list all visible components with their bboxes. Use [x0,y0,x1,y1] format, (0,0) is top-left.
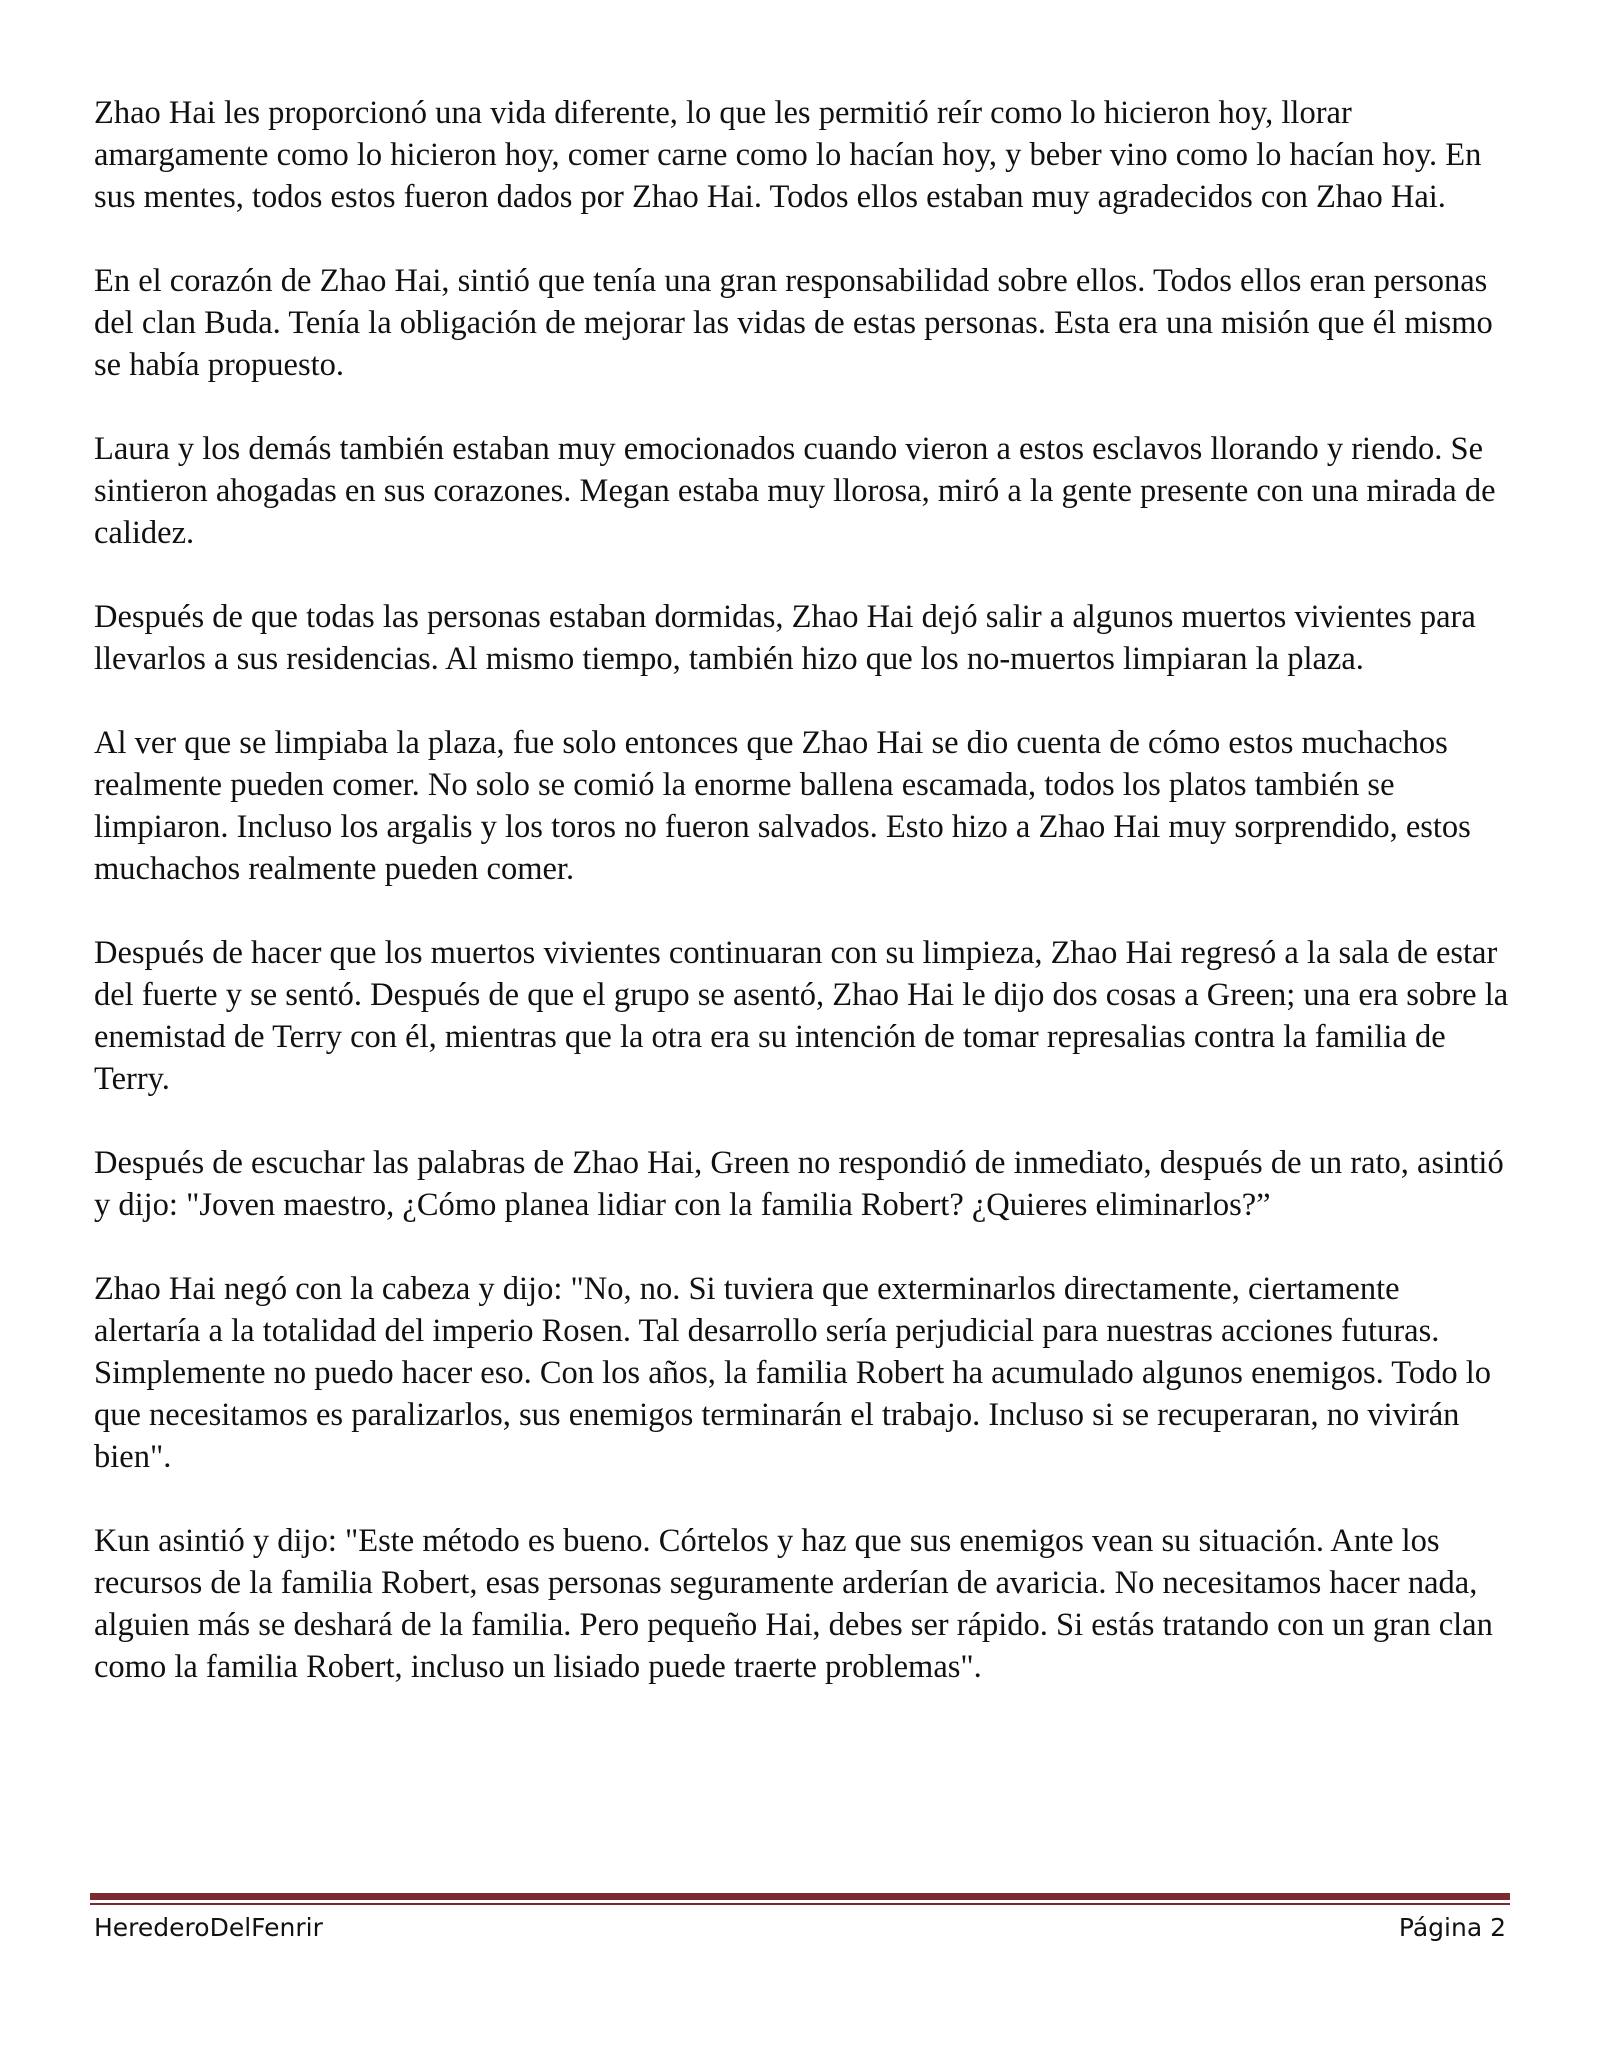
footer-page-number: Página 2 [1398,1913,1506,1942]
paragraph: Al ver que se limpiaba la plaza, fue solo entonces que Zhao Hai se dio cuenta de cómo estos muchachos realmente pueden comer. No solo se comió la enorme ballena escamada, todos los platos también se limpiaron. Incluso los argalis y los toros no fueron salvados. Esto hizo a Zhao Hai muy sorprendido, estos muchachos realmente pueden comer. [94,725,1471,887]
paragraph: Después de hacer que los muertos vivientes continuaran con su limpieza, Zhao Hai regresó a la sala de estar del fuerte y se sentó. Después de que el grupo se asentó, Zhao Hai le dijo dos cosas a Green; una era sobre la enemistad de Terry con él, mientras que la otra era su intención de tomar represalias contra la familia de Terry. [94,935,1509,1097]
paragraph: Laura y los demás también estaban muy emocionados cuando vieron a estos esclavos llorando y riendo. Se sintieron ahogadas en sus corazones. Megan estaba muy llorosa, miró a la gente presente con una mirada de calidez. [94,431,1496,551]
paragraph: Kun asintió y dijo: "Este método es bueno. Córtelos y haz que sus enemigos vean su situación. Ante los recursos de la familia Robert, esas personas seguramente arderían de avaricia. No necesitamos hacer nada, alguien más se deshará de la familia. Pero pequeño Hai, debes ser rápido. Si estás tratando con un gran clan como la familia Robert, incluso un lisiado puede traerte problemas". [94,1523,1493,1685]
paragraph: Después de que todas las personas estaban dormidas, Zhao Hai dejó salir a algunos muertos vivientes para llevarlos a sus residencias. Al mismo tiempo, también hizo que los no-muertos limpiaran la plaza. [94,599,1476,677]
body-text [94,92,1514,1730]
footer-rule-thin [90,1903,1510,1905]
paragraph: Zhao Hai les proporcionó una vida diferente, lo que les permitió reír como lo hicieron hoy, llorar amargamente como lo hicieron hoy, comer carne como lo hacían hoy, y beber vino como lo hacían hoy. En sus mentes, todos estos fueron dados por Zhao Hai. Todos ellos estaban muy agradecidos con Zhao Hai. [94,95,1482,215]
footer-rule [90,1893,1510,1907]
footer-author: HerederoDelFenrir [94,1913,323,1942]
paragraph: Zhao Hai negó con la cabeza y dijo: "No, no. Si tuviera que exterminarlos directamente, ciertamente alertaría a la totalidad del imperio Rosen. Tal desarrollo sería perjudicial para nuestras acciones futuras. Simplemente no puedo hacer eso. Con los años, la familia Robert ha acumulado algunos enemigos. Todo lo que necesitamos es paralizarlos, sus enemigos terminarán el trabajo. Incluso si se recuperaran, no vivirán bien". [94,1271,1492,1475]
paragraph: En el corazón de Zhao Hai, sintió que tenía una gran responsabilidad sobre ellos. Todos ellos eran personas del clan Buda. Tenía la obligación de mejorar las vidas de estas personas. Esta era una misión que él mismo se había propuesto. [94,263,1493,383]
paragraph: Después de escuchar las palabras de Zhao Hai, Green no respondió de inmediato, después de un rato, asintió y dijo: "Joven maestro, ¿Cómo planea lidiar con la familia Robert? ¿Quieres eliminarlos?” [94,1145,1504,1223]
footer-rule-thick [90,1893,1510,1900]
